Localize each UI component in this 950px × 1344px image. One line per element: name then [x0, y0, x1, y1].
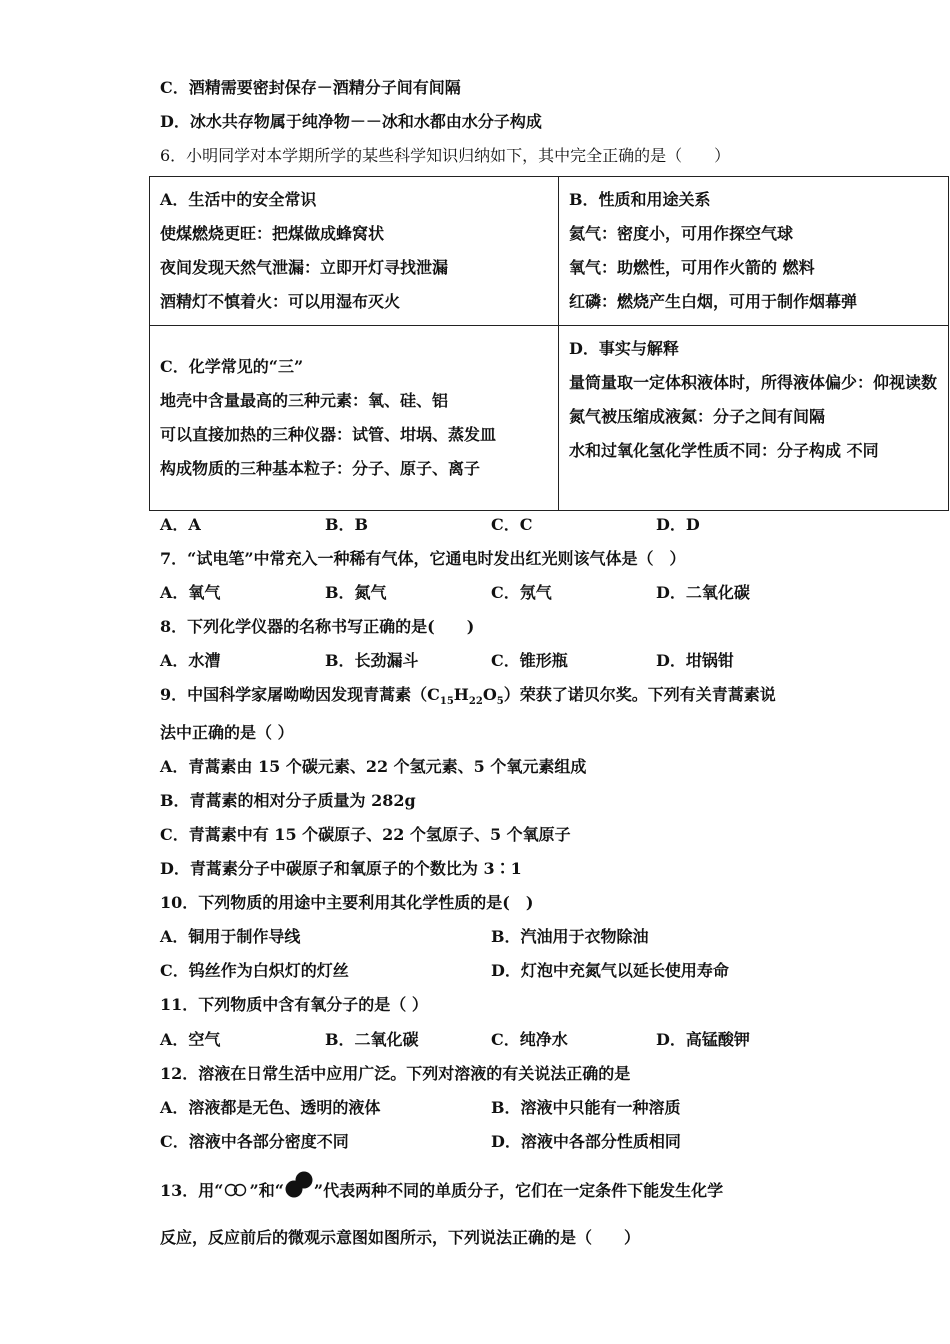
q6-cell-a-line1: 使煤燃烧更旺：把煤做成蜂窝状 — [160, 224, 385, 243]
q6-cell-c-line3: 构成物质的三种基本粒子：分子、原子、离子 — [160, 459, 481, 478]
q6-cell-c-title: C．化学常见的“三” — [160, 357, 304, 376]
q9-stem-post: ）荣获了诺贝尔奖。下列有关青蒿素说 — [503, 685, 776, 704]
q9-stem-line2: 法中正确的是（ ） — [160, 723, 294, 742]
q12-option-d[interactable]: D．溶液中各部分性质相同 — [491, 1132, 681, 1151]
q6-option-c[interactable]: C．C — [491, 515, 533, 534]
q10-option-d[interactable]: D．灯泡中充氮气以延长使用寿命 — [491, 961, 729, 980]
q9-sub-o: 5 — [496, 696, 504, 708]
q9-stem — [160, 685, 776, 712]
q6-cell-d — [559, 326, 949, 511]
q7-option-a[interactable]: A．氧气 — [160, 583, 221, 602]
q11-option-a[interactable]: A．空气 — [160, 1030, 221, 1049]
q7-option-d[interactable]: D．二氧化碳 — [656, 583, 750, 602]
q8-option-d[interactable]: D．坩锅钳 — [656, 651, 734, 670]
q6-stem: 6．小明同学对本学期所学的某些科学知识归纳如下，其中完全正确的是（ ） — [160, 146, 731, 165]
q12-stem: 12．溶液在日常生活中应用广泛。下列对溶液的有关说法正确的是 — [160, 1064, 631, 1083]
q8-option-c[interactable]: C．锥形瓶 — [491, 651, 568, 670]
q6-option-a[interactable]: A．A — [160, 515, 201, 534]
q6-cell-b-title: B．性质和用途关系 — [569, 190, 711, 209]
q6-cell-a-line2: 夜间发现天然气泄漏：立即开灯寻找泄漏 — [160, 258, 449, 277]
q6-cell-b-line2: 氧气：助燃性，可用作火箭的 燃料 — [569, 258, 815, 277]
q6-cell-b-line3: 红磷：燃烧产生白烟，可用于制作烟幕弹 — [569, 292, 858, 311]
q12-option-a[interactable]: A．溶液都是无色、透明的液体 — [160, 1098, 381, 1117]
q7-option-b[interactable]: B．氮气 — [325, 583, 387, 602]
q9-option-a[interactable]: A．青蒿素由 15 个碳元素、22 个氢元素、5 个氧元素组成 — [160, 757, 587, 776]
q10-stem: 10．下列物质的用途中主要利用其化学性质的是( ) — [160, 893, 534, 912]
q13-stem — [160, 1170, 723, 1213]
q11-option-d[interactable]: D．高锰酸钾 — [656, 1030, 750, 1049]
open-molecule-icon — [223, 1174, 249, 1210]
q6-cell-d-line2: 氮气被压缩成液氮：分子之间有间隔 — [569, 407, 826, 426]
q6-option-b[interactable]: B．B — [325, 515, 369, 534]
q6-cell-a-title: A．生活中的安全常识 — [160, 190, 317, 209]
q13-post: ”代表两种不同的单质分子，它们在一定条件下能发生化学 — [313, 1181, 724, 1200]
q12-option-b[interactable]: B．溶液中只能有一种溶质 — [491, 1098, 681, 1117]
q9-o: O — [482, 685, 497, 704]
q6-cell-d-title: D．事实与解释 — [569, 339, 679, 358]
q9-option-d[interactable]: D．青蒿素分子中碳原子和氧原子的个数比为 3∶1 — [160, 859, 522, 878]
q13-mid: ”和“ — [249, 1181, 284, 1200]
q8-stem: 8．下列化学仪器的名称书写正确的是( ) — [160, 617, 475, 636]
prev-option-d: D．冰水共存物属于纯净物－－冰和水都由水分子构成 — [160, 112, 542, 131]
q6-cell-a-line3: 酒精灯不慎着火：可以用湿布灭火 — [160, 292, 401, 311]
q6-table — [149, 176, 949, 511]
q8-option-a[interactable]: A．水漕 — [160, 651, 221, 670]
q6-cell-c-line1: 地壳中含量最高的三种元素：氧、硅、铝 — [160, 391, 449, 410]
q6-cell-d-line1: 量筒量取一定体积液体时，所得液体偏少：仰视读数 — [569, 373, 938, 392]
q6-cell-d-line3: 水和过氧化氢化学性质不同：分子构成 不同 — [569, 441, 879, 460]
q11-option-c[interactable]: C．纯净水 — [491, 1030, 568, 1049]
q9-option-b[interactable]: B．青蒿素的相对分子质量为 282g — [160, 791, 416, 810]
q10-option-c[interactable]: C．钨丝作为白炽灯的灯丝 — [160, 961, 349, 980]
q8-option-b[interactable]: B．长劲漏斗 — [325, 651, 419, 670]
q9-sub-c: 15 — [439, 696, 454, 708]
q6-cell-b — [559, 177, 949, 326]
prev-option-c: C．酒精需要密封保存－酒精分子间有间隔 — [160, 78, 461, 97]
q13-line2: 反应，反应前后的微观示意图如图所示，下列说法正确的是（ ） — [160, 1228, 641, 1247]
q11-option-b[interactable]: B．二氧化碳 — [325, 1030, 419, 1049]
q6-cell-a — [150, 177, 559, 326]
q6-cell-b-line1: 氦气：密度小，可用作探空气球 — [569, 224, 794, 243]
q7-stem: 7．“试电笔”中常充入一种稀有气体，它通电时发出红光则该气体是（ ） — [160, 549, 686, 568]
q9-h: H — [453, 685, 469, 704]
q9-sub-h: 22 — [468, 696, 483, 708]
q12-option-c[interactable]: C．溶液中各部分密度不同 — [160, 1132, 349, 1151]
q6-cell-c — [150, 326, 559, 511]
q7-option-c[interactable]: C．氖气 — [491, 583, 552, 602]
q10-option-a[interactable]: A．铜用于制作导线 — [160, 927, 301, 946]
q6-cell-c-line2: 可以直接加热的三种仪器：试管、坩埚、蒸发皿 — [160, 425, 497, 444]
q9-option-c[interactable]: C．青蒿素中有 15 个碳原子、22 个氢原子、5 个氧原子 — [160, 825, 571, 844]
dark-molecule-icon — [284, 1170, 314, 1213]
q13-pre: 13．用“ — [160, 1181, 224, 1200]
q9-stem-pre: 9．中国科学家屠呦呦因发现青蒿素（C — [160, 685, 440, 704]
q6-option-d[interactable]: D．D — [656, 515, 700, 534]
q11-stem: 11．下列物质中含有氧分子的是（ ） — [160, 995, 428, 1014]
q10-option-b[interactable]: B．汽油用于衣物除油 — [491, 927, 649, 946]
